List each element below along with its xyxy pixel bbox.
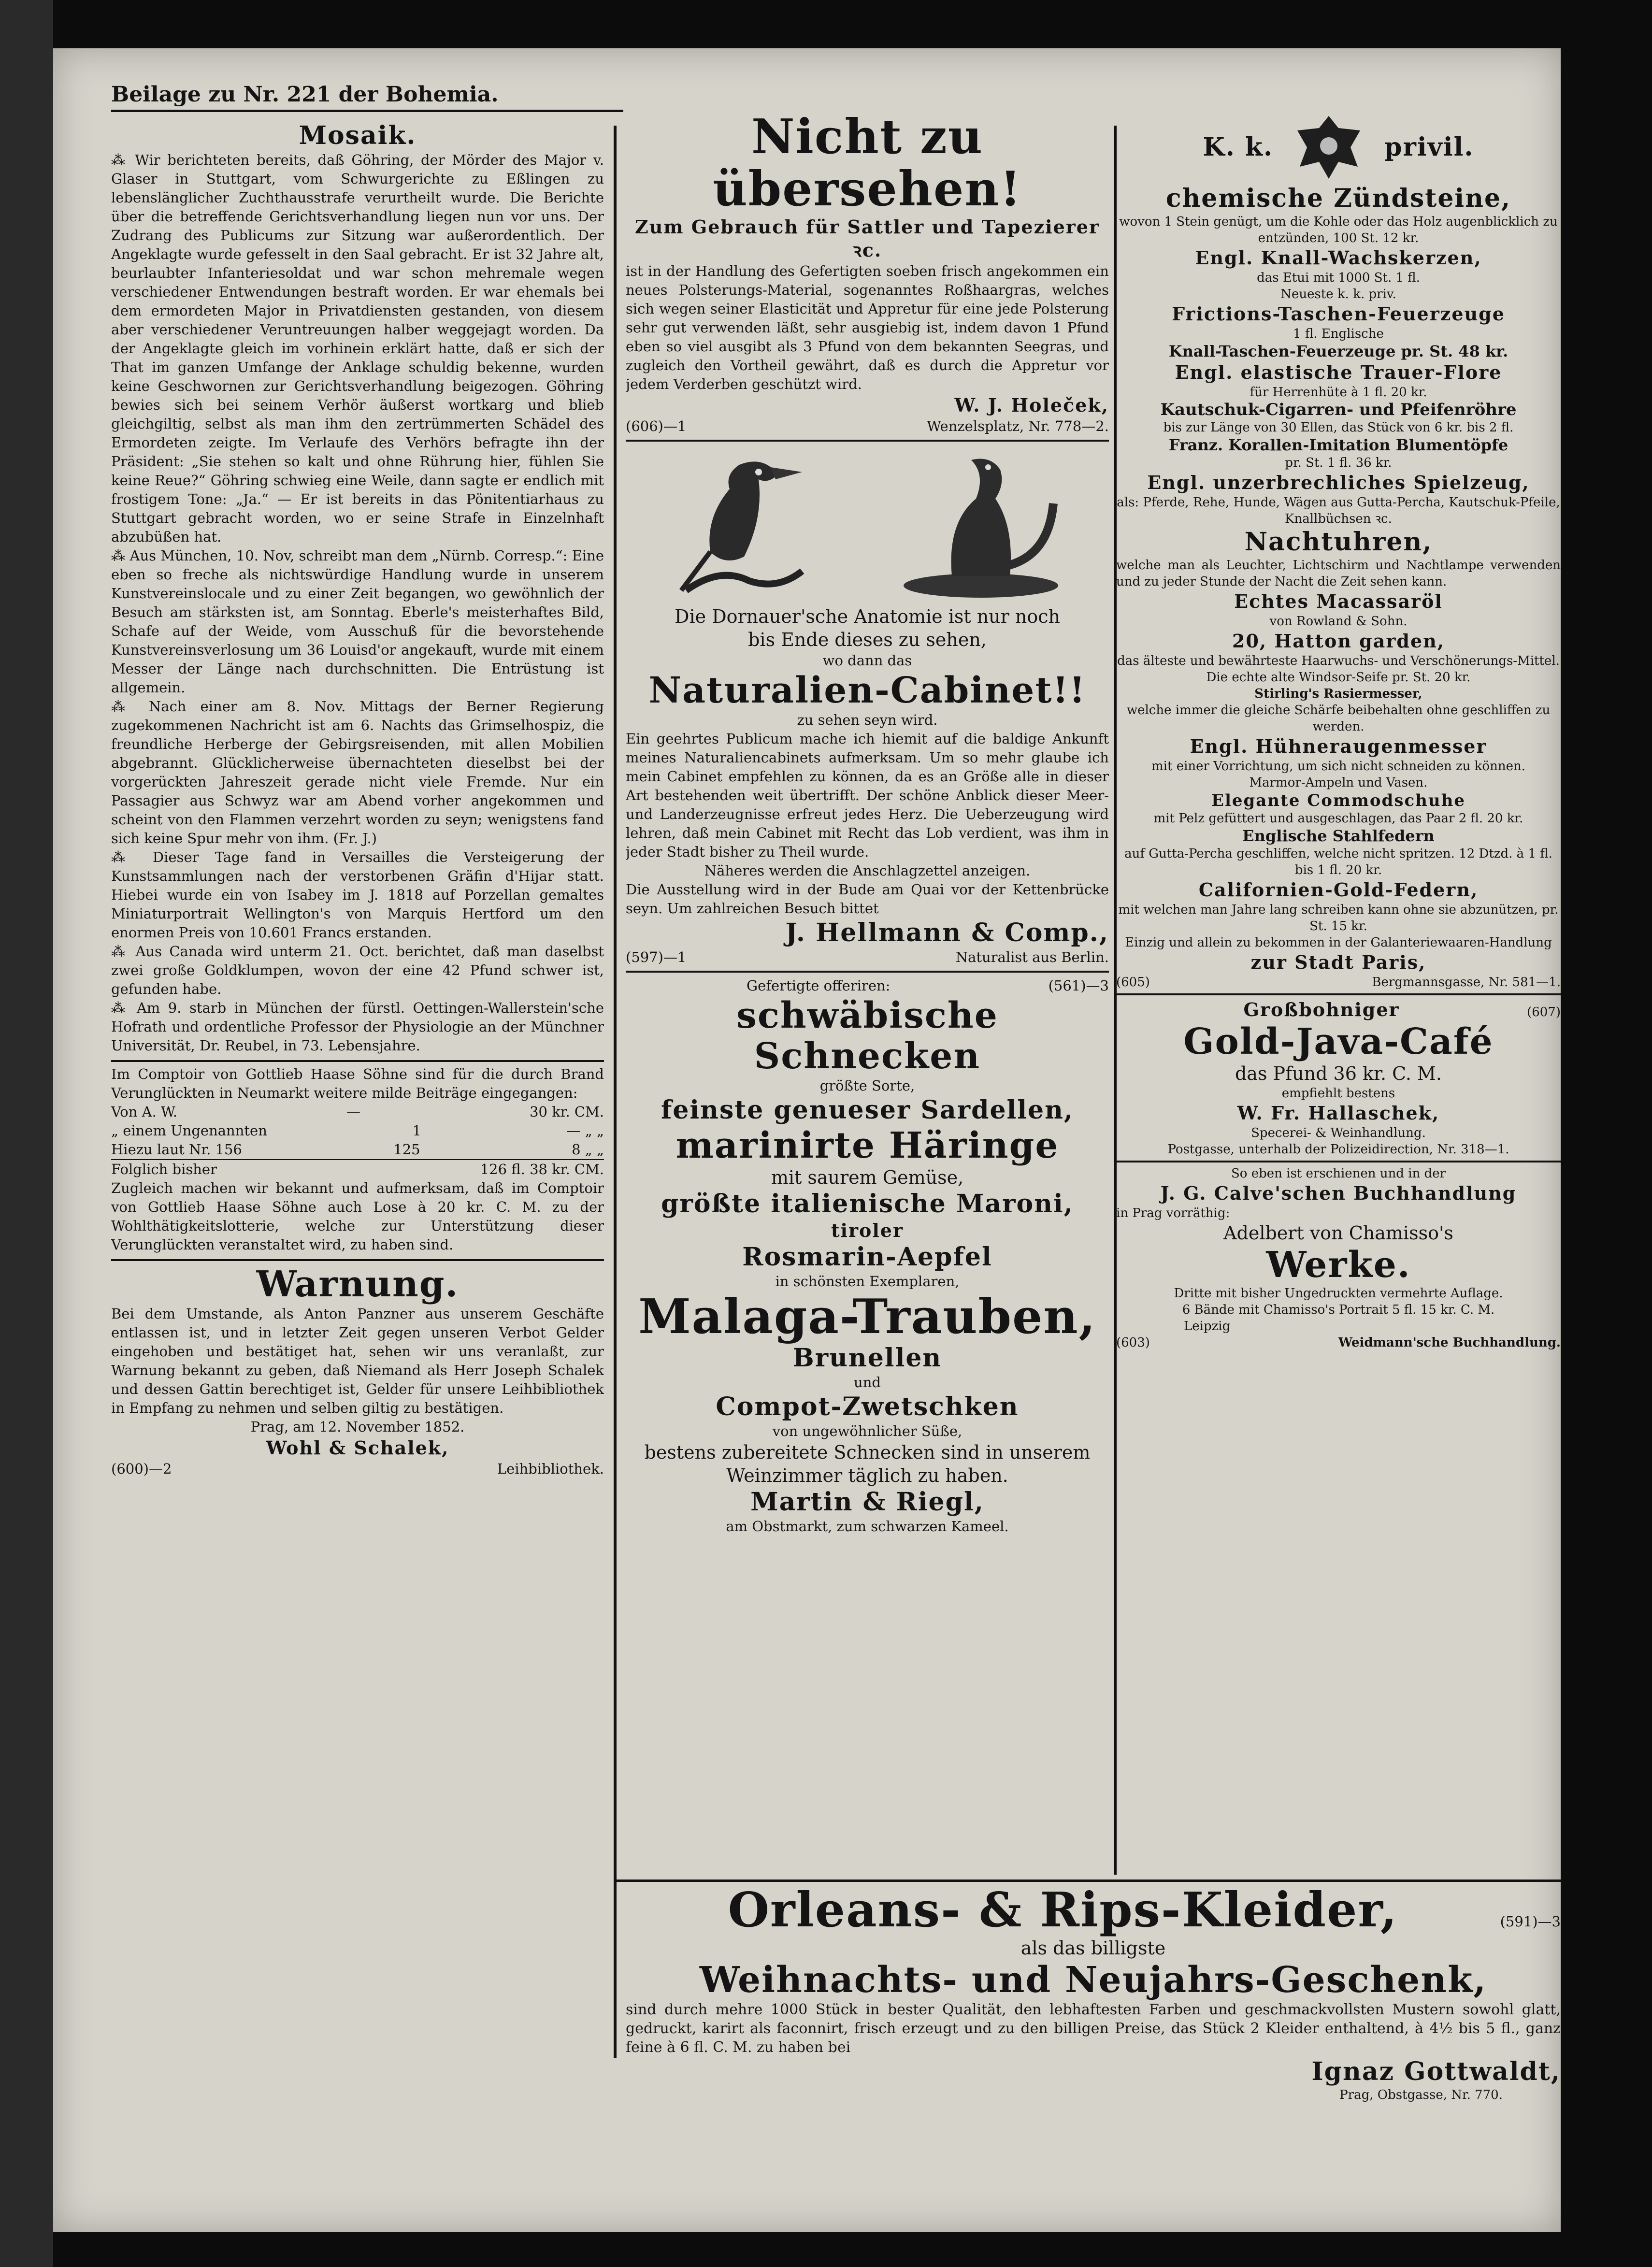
ad-line: bis Ende dieses zu sehen, xyxy=(748,629,987,650)
product-note: mit welchen man Jahre lang schreiben kann ohne sie abzunützen, pr. St. 15 kr. xyxy=(1118,903,1559,933)
ad-headline: Werke. xyxy=(1266,1244,1411,1286)
product-title: schwäbische Schnecken xyxy=(736,995,998,1077)
product-title: größte italienische Maroni, xyxy=(661,1189,1074,1219)
product-note: für Herrenhüte à 1 fl. 20 kr. xyxy=(1250,385,1427,400)
product-title: Engl. elastische Trauer-Flore xyxy=(1175,361,1502,383)
ad-headline: Orleans- & Rips-Kleider, xyxy=(728,1884,1398,1938)
ad-address: Postgasse, unterhalb der Polizeidirection, Nr. 318—1. xyxy=(1167,1142,1509,1157)
ad-firm-sub: Naturalist aus Berlin. xyxy=(955,949,1109,965)
donation-label: Von A. W. xyxy=(111,1104,177,1120)
ad-line: zu sehen seyn wird. xyxy=(797,712,938,728)
ad-number: (606)—1 xyxy=(626,418,687,434)
product-note: bis zur Länge von 30 Ellen, das Stück von 6 kr. bis 2 fl. xyxy=(1163,420,1514,435)
product-title: Frictions-Taschen-Feuerzeuge xyxy=(1172,303,1505,325)
ad-address: Prag, Obstgasse, Nr. 770. xyxy=(1339,2088,1503,2102)
bottom-ad-top-rule xyxy=(616,1880,1561,1882)
divider xyxy=(111,1259,604,1261)
article-paragraph: ⁂ Nach einer am 8. Nov. Mittags der Berner Regierung zugekommenen Nachricht ist am 6. Nachts das Grimselhospiz, die freundliche Herberge der Gebirgsreisenden, mit allen Mobilien abgebrannt. Glücklicherweise übernachteten dieselbst bei der vorgerückten Jahreszeit gerade nicht viele Fremde. Nur ein Passagier aus Schwyz war am Abend vorher angekommen und scheint von den Flammen verzehrt worden zu seyn; wenigstens fand sich keine Spur mehr von ihm. (Fr. J.) xyxy=(111,698,604,847)
ad-line: Leipzig xyxy=(1184,1319,1231,1334)
ad-text: Näheres werden die Anschlagzettel anzeigen. xyxy=(704,862,1031,879)
column-ads-middle xyxy=(626,111,1109,1875)
ad-number: (605) xyxy=(1116,975,1150,990)
bottom-ad-head xyxy=(626,1884,1561,1937)
ad-firm: J. Hellmann & Comp., xyxy=(785,918,1109,947)
total-value: 126 fl. 38 kr. CM. xyxy=(480,1161,604,1177)
donation-fl: — xyxy=(346,1104,361,1120)
product-title: Rosmarin-Aepfel xyxy=(742,1242,992,1272)
donation-fl: 1 xyxy=(412,1122,421,1139)
section-title: Mosaik. xyxy=(299,121,417,150)
product-note: das Etui mit 1000 St. 1 fl. xyxy=(1257,271,1420,285)
divider xyxy=(1116,1161,1561,1162)
ad-headline: Naturalien-Cabinet!! xyxy=(648,670,1086,711)
ad-line: 6 Bände mit Chamisso's Portrait 5 fl. 15 kr. C. M. xyxy=(1182,1303,1495,1317)
product-note: auf Gutta-Percha geschliffen, welche nicht spritzen. 12 Dtzd. à 1 fl. bis 1 fl. 20 kr. xyxy=(1124,847,1552,877)
product-note: mit saurem Gemüse, xyxy=(771,1167,964,1188)
donation-row xyxy=(111,1103,604,1121)
product-title: Englische Stahlfedern xyxy=(1242,827,1435,845)
ad-line: Dritte mit bisher Ungedruckten vermehrte Auflage. xyxy=(1174,1286,1503,1301)
ad-text: sind durch mehre 1000 Stück in bester Qualität, den lebhaftesten Farben und geschmackvollsten Mustern sowohl glatt, gedruckt, karirt als faconnirt, frisch erzeugt und zu den billigen Preise, das Stück 2 Kleider enthaltend, à 4½ bis 5 fl., ganz feine à 6 fl. C. M. zu haben bei xyxy=(626,2001,1561,2056)
privil-label: privil. xyxy=(1384,132,1474,162)
ad-footer xyxy=(626,417,1109,436)
ad-price: das Pfund 36 kr. C. M. xyxy=(1235,1063,1442,1084)
ad-address: Bergmannsgasse, Nr. 581—1. xyxy=(1372,975,1561,990)
product-note: pr. St. 1 fl. 36 kr. xyxy=(1285,456,1392,470)
article-paragraph: ⁂ Aus München, 10. Nov, schreibt man dem „Nürnb. Corresp.“: Eine eben so freche als nichtswürdige Handlung wurde in unserem Kunstvereinslocale und zu einer Zeit begangen, wo gewöhnlich der Besuch am stärksten ist, am Sonntag. Eberle's meisterhaftes Bild, Schafe auf der Weide, vom Ausschuß für die bevorstehende Kunstvereinsverlosung um 36 Louisd'or angekauft, wurde mit einem Messer der Länge nach durchschnitten. Die Entrüstung ist allgemein. xyxy=(111,547,604,696)
ad-footer xyxy=(626,948,1109,967)
product-note: wovon 1 Stein genügt, um die Kohle oder das Holz augenblicklich zu entzünden, 100 St. 12 kr. xyxy=(1119,215,1558,245)
ad-line: als das billigste xyxy=(1020,1937,1166,1959)
warning-text: Bei dem Umstande, als Anton Panzner aus unserem Geschäfte entlassen ist, und in letzter Zeit gegen unseren Verbot Gelder eingehoben und bestätiget hat, sehen wir uns veranlaßt, zur Warnung bekannt zu geben, daß Niemand als Herr Joseph Schalek und dessen Gattin berechtiget ist, Gelder für unsere Leihbibliothek in Empfang zu nehmen und selben giltig zu bestätigen. xyxy=(111,1306,604,1416)
bottom-ad xyxy=(626,1884,1561,2184)
animal-illustrations xyxy=(626,445,1109,605)
shop-name: zur Stadt Paris, xyxy=(1250,951,1426,973)
ad-number: (600)—2 xyxy=(111,1461,172,1477)
page-header: Beilage zu Nr. 221 der Bohemia. xyxy=(111,82,623,112)
divider xyxy=(626,971,1109,973)
donation-total-row xyxy=(111,1159,604,1179)
donation-outro: Zugleich machen wir bekannt und aufmerksam, daß im Comptoir von Gottlieb Haase Söhne auch Lose à 20 kr. C. M. zu der Wohlthätigkeitslotterie, welche zur Unterstützung dieser Verunglückten veranstaltet wird, zu haben sind. xyxy=(111,1180,604,1253)
ad-text: Die Ausstellung wird in der Bude am Quai vor der Kettenbrücke seyn. Um zahlreichen Besuch bittet xyxy=(626,881,1109,917)
article-paragraph: ⁂ Am 9. starb in München der fürstl. Oettingen-Wallerstein'sche Hofrath und ordentliche Professor der Physiologie an der Münchner Universität, Dr. Reubel, in 73. Lebensjahre. xyxy=(111,1000,604,1054)
product-note: welche immer die gleiche Schärfe beibehalten ohne geschliffen zu werden. xyxy=(1126,703,1551,734)
donation-row xyxy=(111,1140,604,1159)
product-title: Echtes Macassaröl xyxy=(1234,590,1443,612)
product-title: Knall-Taschen-Feuerzeuge pr. St. 48 kr. xyxy=(1168,342,1508,360)
ad-firm: J. G. Calve'schen Buchhandlung xyxy=(1160,1182,1517,1204)
ad-firm: Weidmann'sche Buchhandlung. xyxy=(1338,1335,1561,1350)
product-title: chemische Zündsteine, xyxy=(1165,184,1511,213)
ad-number: (591)—3 xyxy=(1500,1913,1561,1930)
warning-date: Prag, am 12. November 1852. xyxy=(250,1419,465,1435)
ad-address: Wenzelsplatz, Nr. 778—2. xyxy=(927,418,1109,434)
donation-kr: — „ „ xyxy=(566,1122,604,1139)
product-note: Die echte alte Windsor-Seife pr. St. 20 kr. xyxy=(1206,670,1471,685)
ad-line: in Prag vorräthig: xyxy=(1116,1206,1230,1220)
warning-title: Warnung. xyxy=(256,1263,459,1305)
ad-firm: W. Fr. Hallaschek, xyxy=(1237,1102,1440,1124)
product-note: als: Pferde, Rehe, Hunde, Wägen aus Gutta-Percha, Kautschuk-Pfeile, Knallbüchsen ꝛc. xyxy=(1117,495,1560,526)
ad-text: Ein geehrtes Publicum mache ich hiemit auf die baldige Ankunft meines Naturaliencabinets aufmerksam. Um so mehr glaube ich mein Cabinet empfehlen zu können, da es an Größe alle in dieser Art bestehenden weit übertrifft. Der schöne Anblick dieser Meer- und Landerzeugnisse erfreut jedes Herz. Die Ueberzeugung wird lehren, daß mein Cabinet mit Recht das Lob verdient, was ihm in jeder Stadt bisher zu Theil wurde. xyxy=(626,731,1109,860)
column-mosaik xyxy=(111,121,604,2179)
weasel-engraving-icon xyxy=(894,445,1068,600)
kk-label: K. k. xyxy=(1203,132,1274,162)
ad-line: Die Dornauer'sche Anatomie ist nur noch xyxy=(675,606,1060,627)
ad-line: wo dann das xyxy=(822,652,912,669)
product-note: Stirling's Rasiermesser, xyxy=(1254,687,1422,701)
product-note: und xyxy=(854,1374,881,1391)
product-note: mit einer Vorrichtung, um sich nicht schneiden zu können. xyxy=(1151,759,1525,774)
product-note: das älteste und bewährteste Haarwuchs- und Verschönerungs-Mittel. xyxy=(1117,654,1560,668)
product-note: Neueste k. k. priv. xyxy=(1280,287,1396,301)
divider xyxy=(111,1060,604,1062)
ad-firm: Martin & Riegl, xyxy=(750,1487,984,1517)
imperial-eagle-icon xyxy=(1293,111,1365,184)
product-title: Compot-Zwetschken xyxy=(716,1392,1019,1421)
warning-firm: Wohl & Schalek, xyxy=(266,1437,449,1459)
warning-footer xyxy=(111,1460,604,1478)
product-note: von ungewöhnlicher Süße, xyxy=(772,1423,962,1439)
column-divider-1 xyxy=(614,126,617,2058)
ad-headline: Gold-Java-Café xyxy=(1183,1021,1494,1062)
total-label: Folglich bisher xyxy=(111,1161,217,1177)
donation-table xyxy=(111,1103,604,1179)
product-note: mit Pelz gefüttert und ausgeschlagen, das Paar 2 fl. 20 kr. xyxy=(1153,811,1523,826)
donation-kr: 8 „ „ xyxy=(572,1141,604,1158)
product-title: Engl. unzerbrechliches Spielzeug, xyxy=(1147,472,1530,493)
ad-line: So eben ist erschienen und in der xyxy=(1231,1166,1446,1181)
ad-line: Adelbert von Chamisso's xyxy=(1223,1222,1453,1244)
ad-headline: Weihnachts- und Neujahrs-Geschenk, xyxy=(699,1959,1487,2001)
ad-firm: W. J. Holeček, xyxy=(954,394,1109,416)
ad-line: empfiehlt bestens xyxy=(1281,1086,1395,1101)
divider xyxy=(626,440,1109,442)
ad-number: (603) xyxy=(1116,1335,1150,1350)
product-note: in schönsten Exemplaren, xyxy=(775,1273,960,1290)
ad-footer xyxy=(1116,1334,1561,1351)
product-note: 1 fl. Englische xyxy=(1293,327,1384,341)
column-ads-right xyxy=(1116,111,1561,1875)
product-title: Franz. Korallen-Imitation Blumentöpfe xyxy=(1168,436,1508,454)
bird-engraving-icon xyxy=(667,445,812,600)
ad-address: am Obstmarkt, zum schwarzen Kameel. xyxy=(726,1518,1009,1535)
ad-firm: Ignaz Gottwaldt, xyxy=(1311,2057,1561,2086)
article-paragraph: ⁂ Aus Canada wird unterm 21. Oct. berichtet, daß man daselbst zwei große Goldklumpen, wovon der eine 42 Pfund schwer ist, gefunden habe. xyxy=(111,943,604,997)
warning-firm-sub: Leihbibliothek. xyxy=(497,1461,604,1477)
ad-intro-row xyxy=(626,976,1109,995)
ad-number: (607) xyxy=(1527,1005,1561,1019)
ad-number: (597)—1 xyxy=(626,949,687,965)
ad-firm-sub: Specerei- & Weinhandlung. xyxy=(1251,1126,1426,1140)
donation-label: „ einem Ungenannten xyxy=(111,1122,267,1139)
ad-headline: Nicht zu übersehen! xyxy=(713,111,1022,217)
article-paragraph: ⁂ Dieser Tage fand in Versailles die Versteigerung der Kunstsammlungen nach der verstorbenen Gräfin d'Hijar statt. Hiebei wurde ein von Isabey im J. 1818 auf Porzellan gemaltes Miniaturportrait Wellington's von Marquis Hertford um den enormen Preis von 10.601 Francs erstanden. xyxy=(111,849,604,941)
donation-row xyxy=(111,1121,604,1140)
ad-subheadline: Großbohniger xyxy=(1243,999,1400,1020)
ad-subheadline: Zum Gebrauch für Sattler und Tapezierer ꝛc. xyxy=(634,216,1100,261)
product-title: feinste genueser Sardellen, xyxy=(661,1095,1074,1125)
product-note: Marmor-Ampeln und Vasen. xyxy=(1249,775,1428,790)
ad-intro: Gefertigte offeriren: xyxy=(747,977,891,994)
article-paragraph: ⁂ Wir berichteten bereits, daß Göhring, der Mörder des Major v. Glaser in Stuttgart, vom Schwurgerichte zu Eßlingen zu lebenslänglicher Zuchthausstrafe verurtheilt wurde. Die Berichte über die betreffende Gerichtsverhandlung liegen nun vor uns. Der Zudrang des Publicums zur Sitzung war außerordentlich. Der Angeklagte wurde gefesselt in den Saal gebracht. Er ist 32 Jahre alt, beurlaubter Infanteriesoldat und war schon mehremale wegen verschiedener Entwendungen bestraft worden. Er war ehemals bei dem ermordeten Major in Privatdiensten gestanden, von diesem aber verschiedener Veruntreuungen halber weggejagt worden. Da der Angeklagte gleich im vorhinein erklärt hatte, daß er sich der That im ganzen Umfange der Anklage schuldig bekenne, wurden keine Geschwornen zur Gerichtsverhandlung beigezogen. Göhring bewies sich bei seinem Verhör äußerst wortkarg und blieb gleichgiltig, selbst als man ihm den zertrümmerten Schädel des Ermordeten zeigte. Im Verlaufe des Verhörs befragte ihn der Präsident: „Sie stehen so kalt und ohne Rührung hier, fühlen Sie keine Reue?“ Göhring schwieg eine Weile, dann sagte er endlich mit frostigem Tone: „Ja.“ — Er ist bereits in das Pönitentiarhaus zu Stuttgart gebracht worden, wo er seine Strafe in Einzelnhaft abzubüßen hat. xyxy=(111,152,604,545)
ad-number: (561)—3 xyxy=(1048,977,1109,994)
newspaper-page xyxy=(53,48,1561,2232)
donation-label: Hiezu laut Nr. 156 xyxy=(111,1141,242,1158)
product-note: Einzig und allein zu bekommen in der Galanteriewaaren-Handlung xyxy=(1125,935,1552,950)
donation-fl: 125 xyxy=(393,1141,420,1158)
donation-kr: 30 kr. CM. xyxy=(530,1104,604,1120)
product-title: Engl. Hühneraugenmesser xyxy=(1190,735,1487,757)
product-note: größte Sorte, xyxy=(819,1077,915,1094)
product-title: tiroler xyxy=(831,1220,904,1241)
product-title: Engl. Knall-Wachskerzen, xyxy=(1195,247,1482,269)
product-title: marinirte Häringe xyxy=(675,1125,1059,1166)
ad-head-row xyxy=(1116,998,1561,1021)
ad-text: ist in der Handlung des Gefertigten soeben frisch angekommen ein neues Polsterungs-Material, sogenanntes Roßhaargras, welches sich wegen seiner Elasticität und Appretur für eine jede Polsterung sehr gut verwenden läßt, sehr ausgiebig ist, indem davon 1 Pfund eben so viel ausgibt als 3 Pfund von dem bekannten Seegras, und zugleich den Vortheil gewährt, daß es durch die Appretur vor jedem Verderben geschützt wird. xyxy=(626,263,1109,392)
product-note: von Rowland & Sohn. xyxy=(1269,614,1408,629)
product-note: bestens zubereitete Schnecken sind in unserem Weinzimmer täglich zu haben. xyxy=(644,1442,1091,1486)
product-title: Elegante Commodschuhe xyxy=(1211,791,1465,810)
product-title: Kautschuk-Cigarren- und Pfeifenröhre xyxy=(1160,400,1517,419)
product-title: Malaga-Trauben, xyxy=(638,1289,1096,1345)
product-title: Nachtuhren, xyxy=(1244,527,1433,557)
product-title: Californien-Gold-Federn, xyxy=(1198,879,1479,901)
donation-intro: Im Comptoir von Gottlieb Haase Söhne sind für die durch Brand Verunglückten in Neumarkt weitere milde Beiträge eingegangen: xyxy=(111,1066,604,1101)
left-page-bleed xyxy=(0,0,53,2267)
product-note: welche man als Leuchter, Lichtschirm und Nachtlampe verwenden und zu jeder Stunde der Nacht die Zeit sehen kann. xyxy=(1116,558,1561,589)
product-title: Brunellen xyxy=(792,1343,942,1373)
ad-footer xyxy=(1116,974,1561,990)
product-title: 20, Hatton garden, xyxy=(1232,630,1445,652)
divider xyxy=(1116,993,1561,995)
privilege-header xyxy=(1116,111,1561,184)
